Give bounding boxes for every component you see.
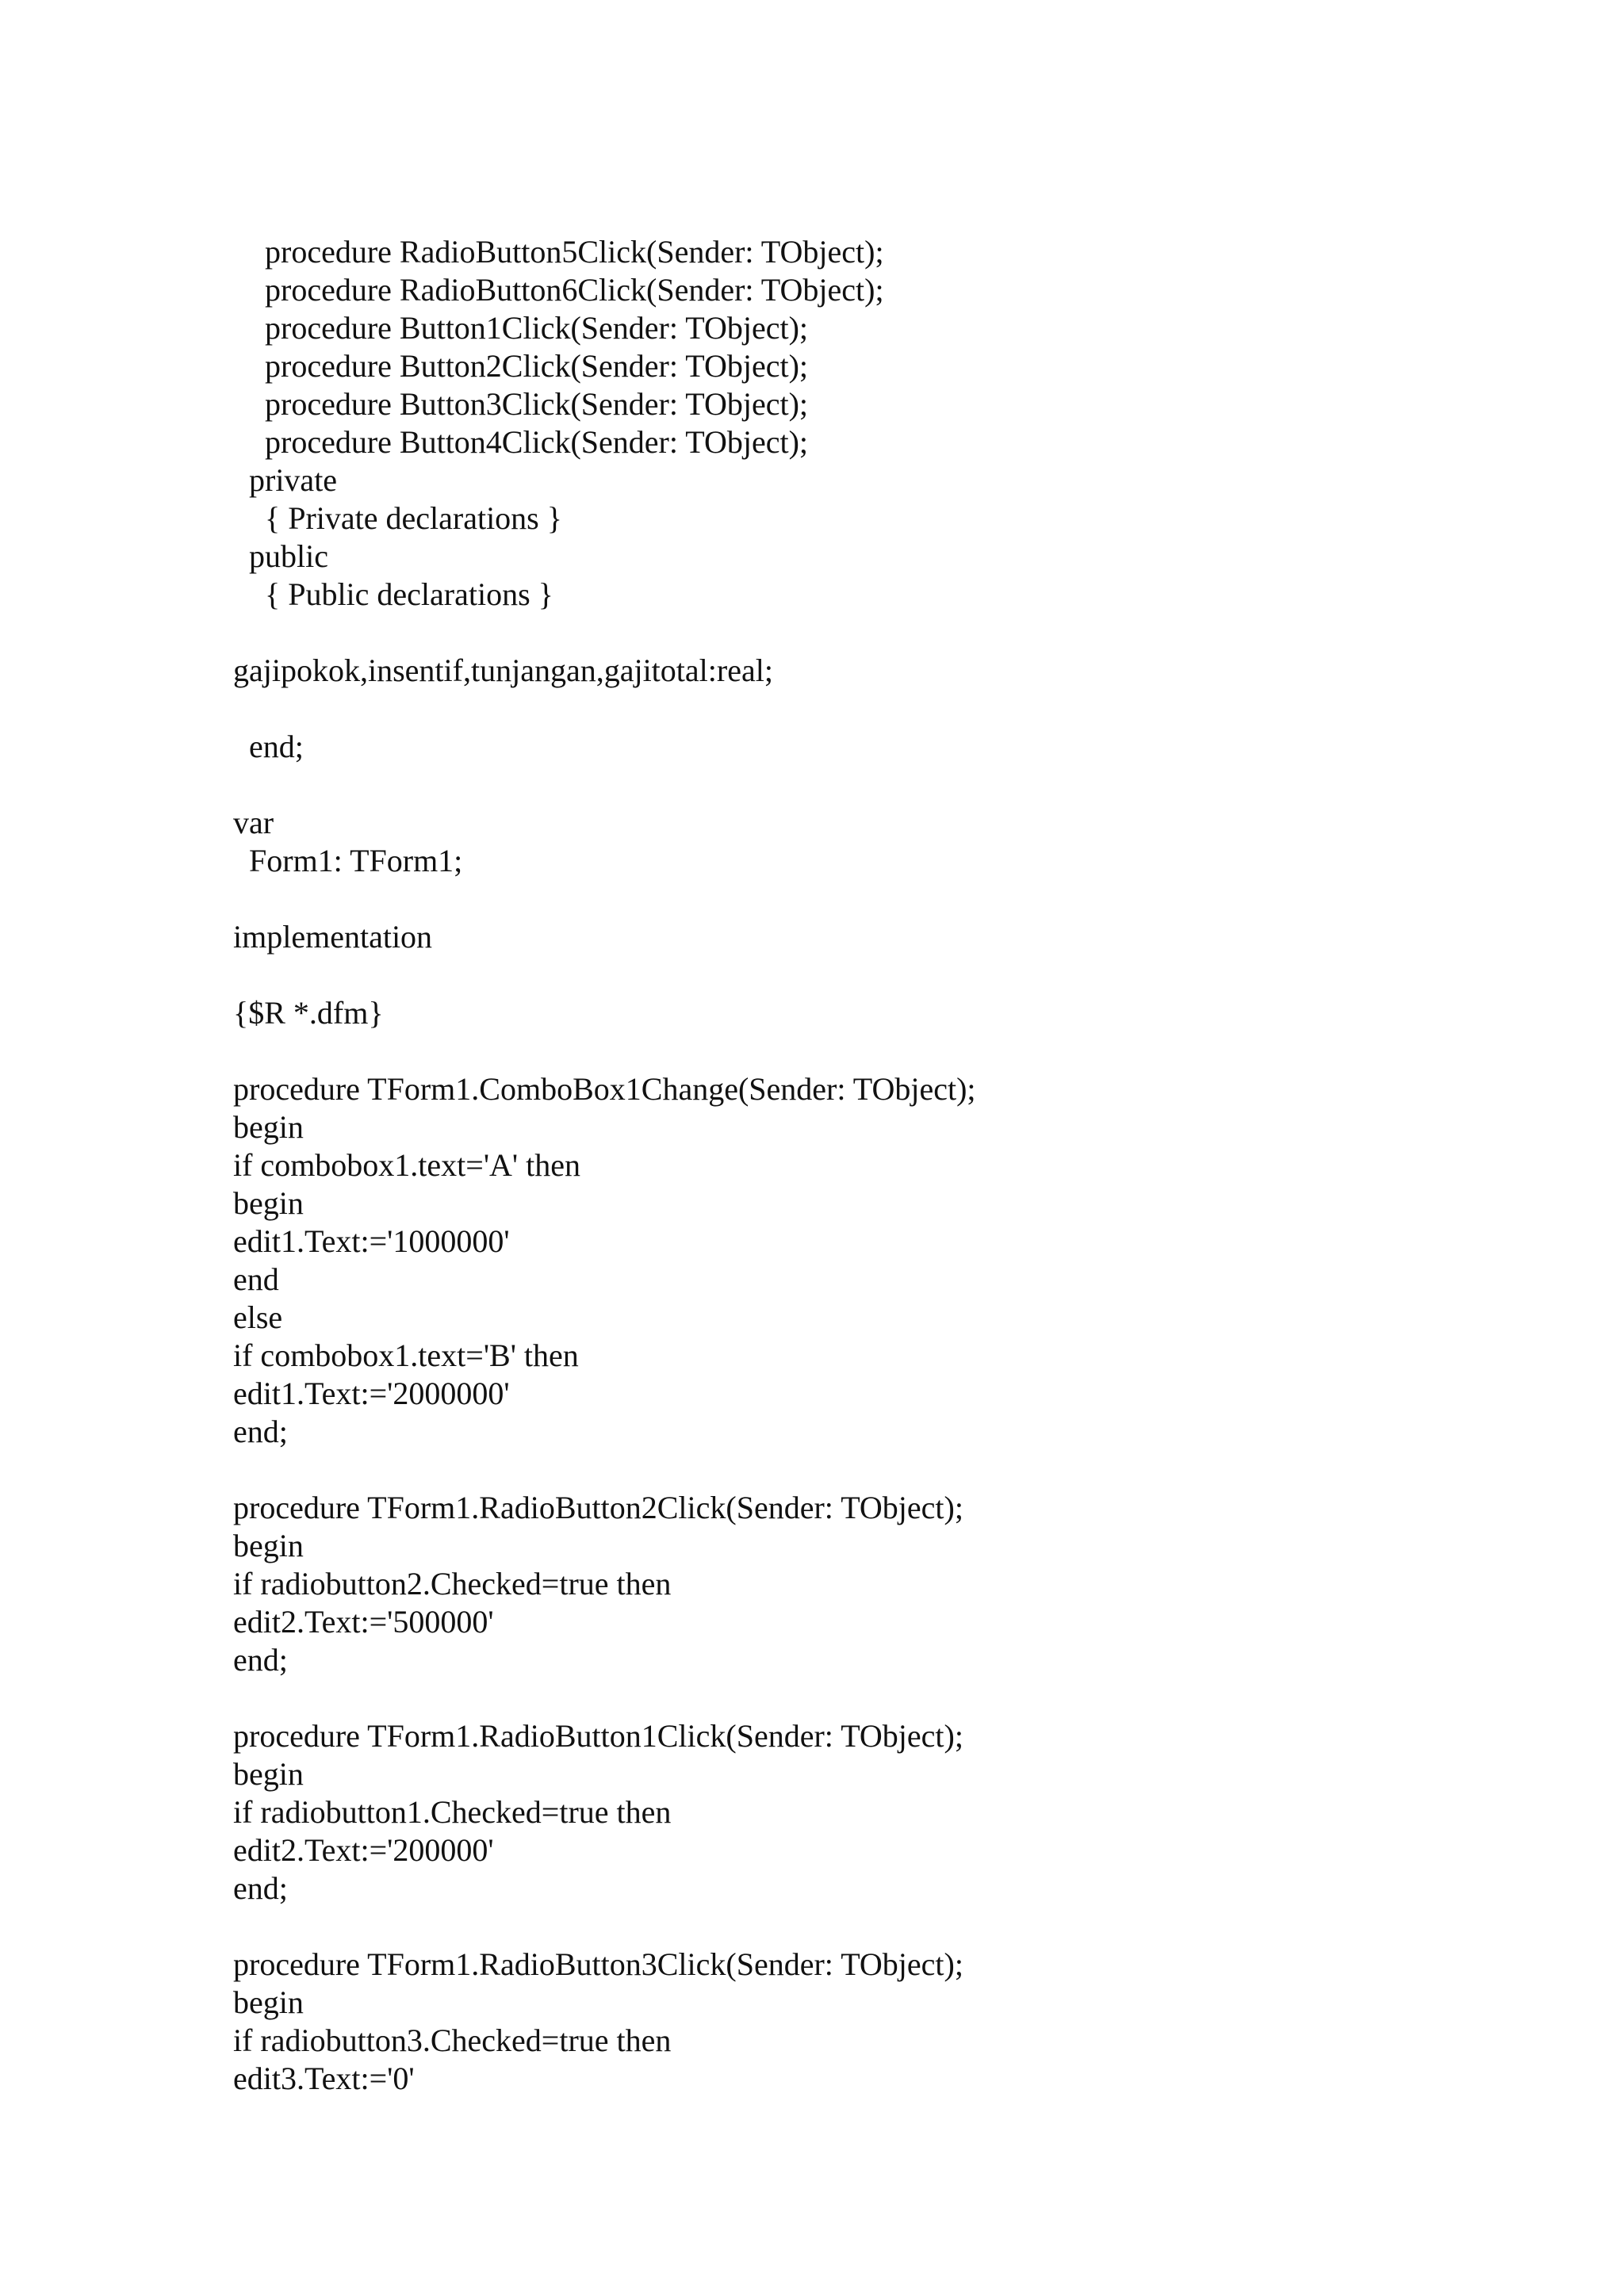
code-line: end; xyxy=(233,1870,288,1906)
code-line: implementation xyxy=(233,919,433,955)
code-line: { Public declarations } xyxy=(233,576,553,612)
code-line: {$R *.dfm} xyxy=(233,995,384,1031)
code-line: end; xyxy=(233,1414,288,1449)
code-line: edit1.Text:='2000000' xyxy=(233,1376,510,1411)
code-line: procedure Button3Click(Sender: TObject); xyxy=(233,386,809,422)
code-line: begin xyxy=(233,1109,304,1145)
code-line: procedure Button4Click(Sender: TObject); xyxy=(233,424,809,460)
code-line: if radiobutton2.Checked=true then xyxy=(233,1566,672,1601)
code-line: if combobox1.text='A' then xyxy=(233,1147,581,1183)
code-line: begin xyxy=(233,1185,304,1221)
code-line: gajipokok,insentif,tunjangan,gajitotal:real; xyxy=(233,652,773,688)
code-line: procedure TForm1.ComboBox1Change(Sender: TObject); xyxy=(233,1071,976,1107)
code-line: if combobox1.text='B' then xyxy=(233,1337,579,1373)
code-line: procedure TForm1.RadioButton3Click(Sender: TObject); xyxy=(233,1946,963,1982)
code-line: procedure TForm1.RadioButton2Click(Sender: TObject); xyxy=(233,1490,963,1525)
code-line: end; xyxy=(233,1642,288,1678)
code-line: procedure Button1Click(Sender: TObject); xyxy=(233,310,809,346)
code-line: end; xyxy=(233,729,304,764)
code-line: procedure Button2Click(Sender: TObject); xyxy=(233,348,809,384)
code-line: Form1: TForm1; xyxy=(233,843,463,878)
code-line: begin xyxy=(233,1528,304,1563)
code-line: var xyxy=(233,805,274,840)
code-line: if radiobutton3.Checked=true then xyxy=(233,2022,672,2058)
code-line: procedure RadioButton6Click(Sender: TObject); xyxy=(233,272,884,308)
code-line: { Private declarations } xyxy=(233,500,562,536)
code-line: begin xyxy=(233,1984,304,2020)
code-line: procedure RadioButton5Click(Sender: TObject); xyxy=(233,234,884,270)
code-line: public xyxy=(233,538,328,574)
code-line: end xyxy=(233,1261,279,1297)
code-line: edit3.Text:='0' xyxy=(233,2061,415,2096)
code-line: private xyxy=(233,462,338,498)
code-line: edit2.Text:='500000' xyxy=(233,1604,494,1640)
code-line: edit2.Text:='200000' xyxy=(233,1832,494,1868)
code-line: if radiobutton1.Checked=true then xyxy=(233,1794,672,1830)
code-line: procedure TForm1.RadioButton1Click(Sender: TObject); xyxy=(233,1718,963,1754)
code-line: begin xyxy=(233,1756,304,1792)
code-line: edit1.Text:='1000000' xyxy=(233,1223,510,1259)
code-line: else xyxy=(233,1299,283,1335)
